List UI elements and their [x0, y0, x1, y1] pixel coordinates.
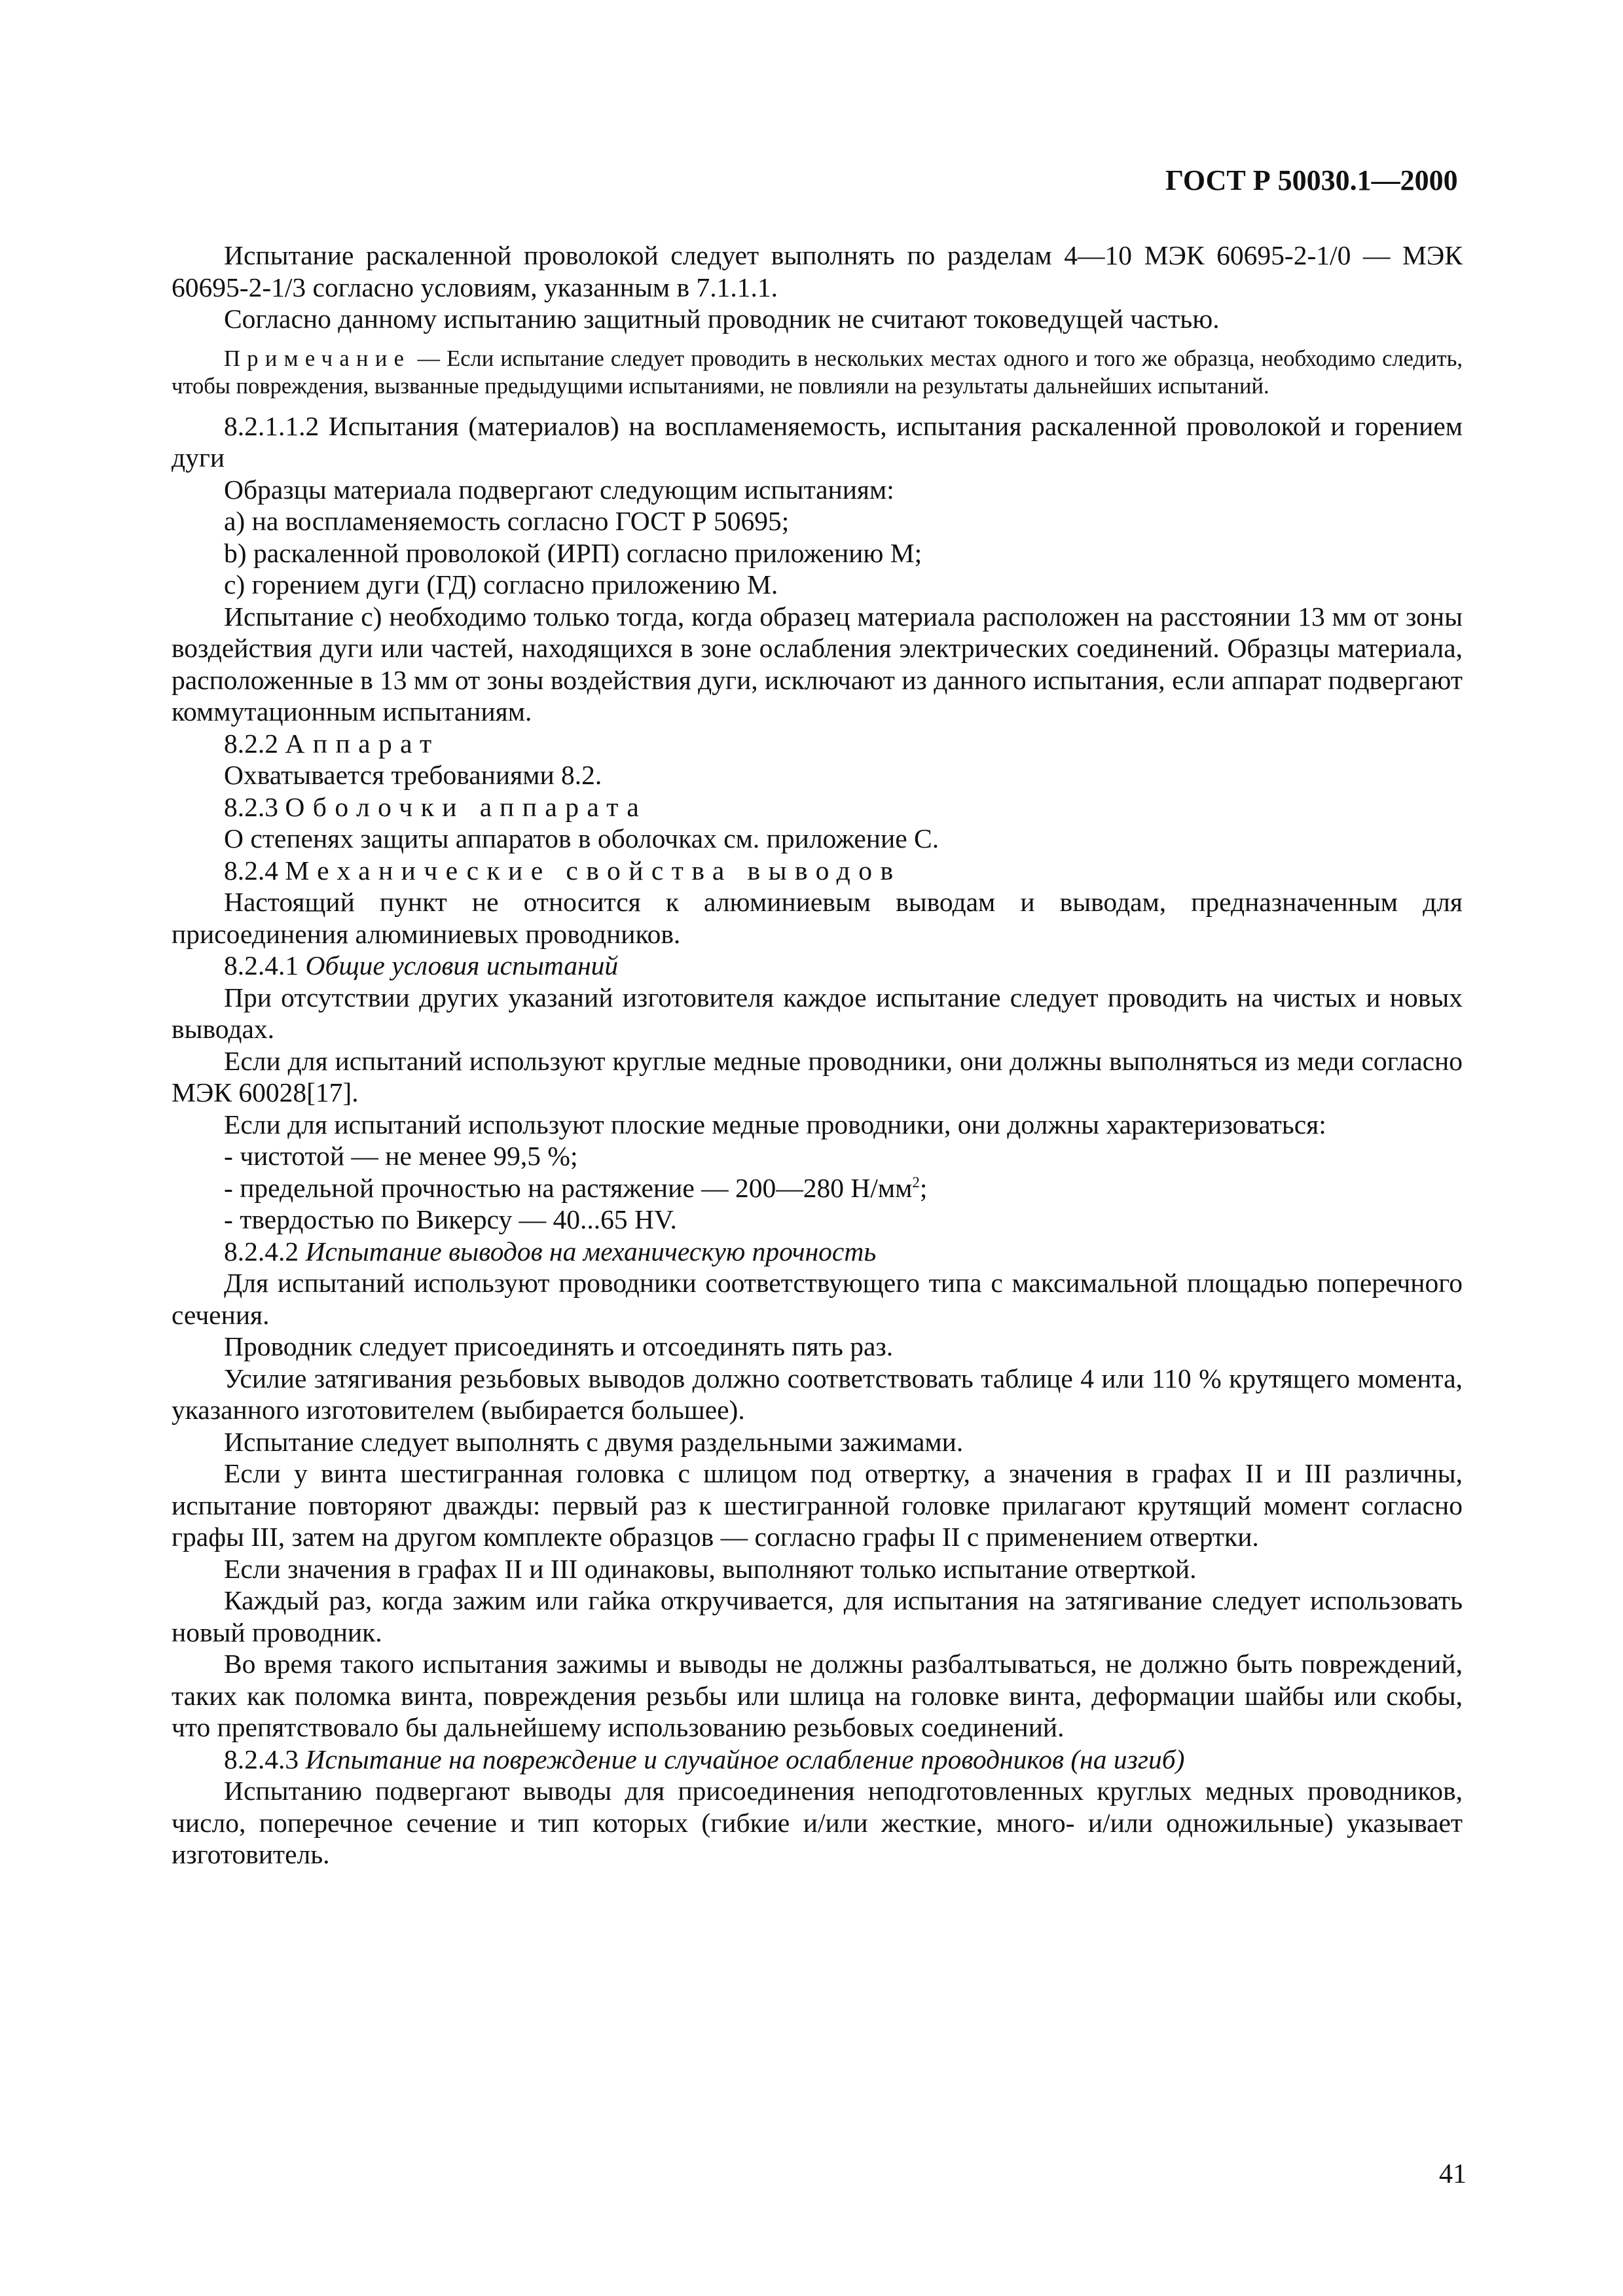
- section-title: Общие условия испытаний: [305, 950, 619, 980]
- list-item-text: - предельной прочностью на растяжение — 200—280 Н/мм: [224, 1172, 913, 1203]
- note-text: — Если испытание следует проводить в нескольких местах одного и того же образца, необходимо следить, чтобы повреждения, вызванные предыдущими испытаниями, не повлияли на результаты дальнейших испытаний.: [172, 346, 1463, 399]
- list-item-end: ;: [919, 1172, 928, 1203]
- page-number: 41: [1439, 2159, 1467, 2189]
- section-heading: [172, 1236, 1463, 1268]
- paragraph: Во время такого испытания зажимы и выводы не должны разбалтываться, не должно быть повреждений, таких как поломка винта, повреждения резьбы или шлица на головке винта, деформации шайбы или скобы, что препятствовало бы дальнейшему использованию резьбовых соединений.: [172, 1649, 1463, 1742]
- section-title: Оболочки аппарата: [285, 791, 647, 822]
- paragraph: Каждый раз, когда зажим или гайка откручивается, для испытания на затягивание следует использовать новый проводник.: [172, 1585, 1463, 1647]
- section-number: 8.2.4.2: [224, 1236, 299, 1266]
- paragraph: Настоящий пункт не относится к алюминиевым выводам и выводам, предназначенным для присоединения алюминиевых проводников.: [172, 887, 1463, 949]
- paragraph: Испытание следует выполнять с двумя раздельными зажимами.: [224, 1426, 964, 1457]
- paragraph: Испытанию подвергают выводы для присоединения неподготовленных круглых медных проводников, число, поперечное сечение и тип которых (гибкие и/или жесткие, много- и/или одножильные) указывает изготовитель.: [172, 1776, 1463, 1869]
- section-title: Испытание выводов на механическую прочность: [305, 1236, 877, 1266]
- list-item: b) раскаленной проволокой (ИРП) согласно приложению М;: [224, 537, 922, 568]
- section-number: 8.2.4: [224, 855, 278, 886]
- section-heading: [172, 791, 1463, 823]
- superscript: 2: [912, 1174, 920, 1191]
- paragraph: Если у винта шестигранная головка с шлицом под отвертку, а значения в графах II и III различны, испытание повторяют дважды: первый раз к шестигранной головке прилагают крутящий момент согласно графы III, затем на другом комплекте образцов — согласно графы II с применением отвертки.: [172, 1458, 1463, 1552]
- paragraph: При отсутствии других указаний изготовителя каждое испытание следует проводить на чистых и новых выводах.: [172, 982, 1463, 1044]
- paragraph: Если значения в графах II и III одинаковы, выполняют только испытание отверткой.: [224, 1553, 1197, 1584]
- paragraph: Испытание с) необходимо только тогда, когда образец материала расположен на расстоянии 13 мм от зоны воздействия дуги или частей, находящихся в зоне ослабления электрических соединений. Образцы материала, расположенные в 13 мм от зоны воздействия дуги, исключают из данного испытания, если аппарат подвергают коммутационным испытаниям.: [172, 601, 1463, 726]
- section-title: Механические свойства выводов: [285, 855, 902, 886]
- list-item: с) горением дуги (ГД) согласно приложению М.: [224, 569, 778, 600]
- paragraph: О степенях защиты аппаратов в оболочках см. приложение С.: [224, 823, 939, 853]
- section-heading: [172, 728, 1463, 760]
- section-number: 8.2.4.1: [224, 950, 299, 980]
- list-item: [172, 1172, 1463, 1204]
- section-heading: [172, 950, 1463, 982]
- note-label: Примечание: [224, 346, 411, 371]
- paragraph: Испытание раскаленной проволокой следует выполнять по разделам 4—10 МЭК 60695-2-1/0 — МЭК 60695-2-1/3 согласно условиям, указанным в 7.1.1.1.: [172, 240, 1463, 302]
- section-number: 8.2.2: [224, 728, 278, 759]
- list-item: - чистотой — не менее 99,5 %;: [224, 1141, 578, 1171]
- list-item: - твердостью по Викерсу — 40...65 HV.: [224, 1204, 677, 1234]
- list-item: а) на воспламеняемость согласно ГОСТ Р 50695;: [224, 506, 790, 536]
- note: [172, 345, 1463, 401]
- section-heading: 8.2.1.1.2 Испытания (материалов) на воспламеняемость, испытания раскаленной проволокой и горением дуги: [172, 410, 1463, 473]
- paragraph: Усилие затягивания резьбовых выводов должно соответствовать таблице 4 или 110 % крутящего момента, указанного изготовителем (выбирается большее).: [172, 1363, 1463, 1425]
- document-header: ГОСТ Р 50030.1—2000: [1165, 164, 1458, 196]
- document-body: [172, 240, 1463, 1871]
- paragraph: Если для испытаний используют круглые медные проводники, они должны выполняться из меди согласно МЭК 60028[17].: [172, 1045, 1463, 1107]
- section-heading: [172, 855, 1463, 887]
- paragraph: Проводник следует присоединять и отсоединять пять раз.: [224, 1331, 894, 1361]
- paragraph: Охватывается требованиями 8.2.: [224, 760, 602, 790]
- paragraph: Для испытаний используют проводники соответствующего типа с максимальной площадью поперечного сечения.: [172, 1268, 1463, 1330]
- section-title: Испытание на повреждение и случайное ослабление проводников (на изгиб): [305, 1744, 1185, 1774]
- paragraph: Согласно данному испытанию защитный проводник не считают токоведущей частью.: [224, 304, 1220, 334]
- section-number: 8.2.3: [224, 791, 278, 822]
- section-title: Аппарат: [285, 728, 440, 759]
- paragraph: Образцы материала подвергают следующим испытаниям:: [224, 474, 894, 505]
- section-heading: [172, 1744, 1463, 1776]
- section-number: 8.2.4.3: [224, 1744, 299, 1774]
- paragraph: Если для испытаний используют плоские медные проводники, они должны характеризоваться:: [224, 1109, 1326, 1139]
